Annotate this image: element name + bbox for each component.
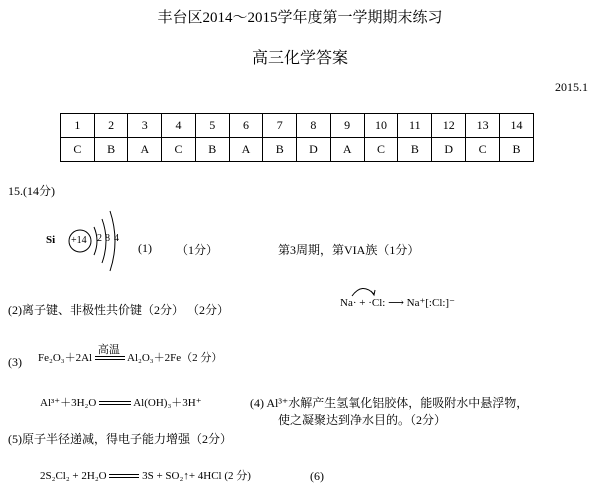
question-number-cell: 1 (61, 114, 95, 138)
plus-sign: + (359, 297, 366, 309)
answer-cell: B (263, 138, 297, 162)
answer-cell: D (297, 138, 331, 162)
answer-row (61, 138, 534, 162)
si-shell-1: 2 (97, 233, 102, 244)
s2cl2-equation (40, 467, 251, 483)
part1-score: （1分） (176, 243, 219, 257)
si-shell-2: 8 (105, 233, 110, 244)
question-number-cell: 12 (432, 114, 466, 138)
answer-cell: C (466, 138, 500, 162)
answer-cell: C (162, 138, 196, 162)
answer-cell: C (364, 138, 398, 162)
s2cl2-reactants: 2S₂Cl₂ + 2H₂O (40, 470, 107, 482)
hydrolysis-equation (40, 394, 202, 410)
reversible-arrow (99, 399, 131, 407)
question-number-cell: 9 (330, 114, 364, 138)
answer-cell: B (195, 138, 229, 162)
answer-cell: A (128, 138, 162, 162)
reaction-arrow: ⟶ (388, 297, 404, 309)
s2cl2-products: 3S + SO₂↑+ 4HCl (2 分) (142, 470, 251, 482)
electron-transfer-arrow (350, 284, 380, 298)
q15-heading: 15.(14分) (8, 184, 55, 198)
question-number-cell: 14 (500, 114, 534, 138)
question-number-cell: 5 (195, 114, 229, 138)
si-nucleus-charge: +14 (71, 235, 87, 246)
equation-products: Al₂O₃＋2Fe（2 分） (127, 352, 223, 364)
document-title: 丰台区2014～2015学年度第一学期期末练习 (157, 10, 443, 26)
nacl-product: Na⁺[:Cl:]⁻ (406, 297, 455, 309)
si-symbol: Si (46, 234, 56, 246)
question-number-cell: 6 (229, 114, 263, 138)
question-number-cell: 8 (297, 114, 331, 138)
reaction-condition: 高温 (97, 344, 120, 357)
part3-label: (3) (8, 355, 22, 369)
question-number-cell: 10 (364, 114, 398, 138)
answer-cell: A (330, 138, 364, 162)
part5-answer: (5)原子半径递减，得电子能力增强（2分） (8, 432, 232, 446)
question-number-cell: 2 (94, 114, 128, 138)
answer-table (60, 113, 534, 162)
equation-reactants: Fe₂O₃＋2Al (38, 352, 93, 364)
part4-line2: 使之凝聚达到净水目的。（2分） (278, 413, 447, 427)
question-number-cell: 7 (263, 114, 297, 138)
part4-line1: (4) Al³⁺水解产生氢氧化铝胶体，能吸附水中悬浮物， (250, 396, 529, 410)
question-number-cell: 3 (128, 114, 162, 138)
question-number-row (61, 114, 534, 138)
answer-cell: B (94, 138, 128, 162)
answer-cell: C (61, 138, 95, 162)
answer-cell: A (229, 138, 263, 162)
question-number-cell: 13 (466, 114, 500, 138)
part6-label: (6) (310, 469, 324, 483)
equals-sign (109, 472, 139, 480)
thermite-equation (38, 344, 223, 365)
na-atom: Na· (340, 297, 357, 309)
part2-answer: (2)离子键、非极性共价键（2分） （2分） (8, 303, 229, 317)
cl-atom: ·Cl: (368, 297, 386, 309)
answer-cell: B (500, 138, 534, 162)
equals-sign (95, 344, 125, 362)
question-number-cell: 11 (398, 114, 432, 138)
part1-label: (1) (138, 241, 152, 255)
document-date: 2015.1 (555, 80, 588, 94)
answer-cell: B (398, 138, 432, 162)
hydrolysis-reactants: Al³⁺＋3H₂O (40, 397, 97, 409)
document-subtitle: 高三化学答案 (251, 50, 348, 67)
part1-answer: 第3周期，第VIA族（1分） (278, 243, 420, 257)
hydrolysis-products: Al(OH)₃＋3H⁺ (133, 397, 202, 409)
question-number-cell: 4 (162, 114, 196, 138)
answer-cell: D (432, 138, 466, 162)
si-shell-3: 4 (114, 233, 119, 244)
